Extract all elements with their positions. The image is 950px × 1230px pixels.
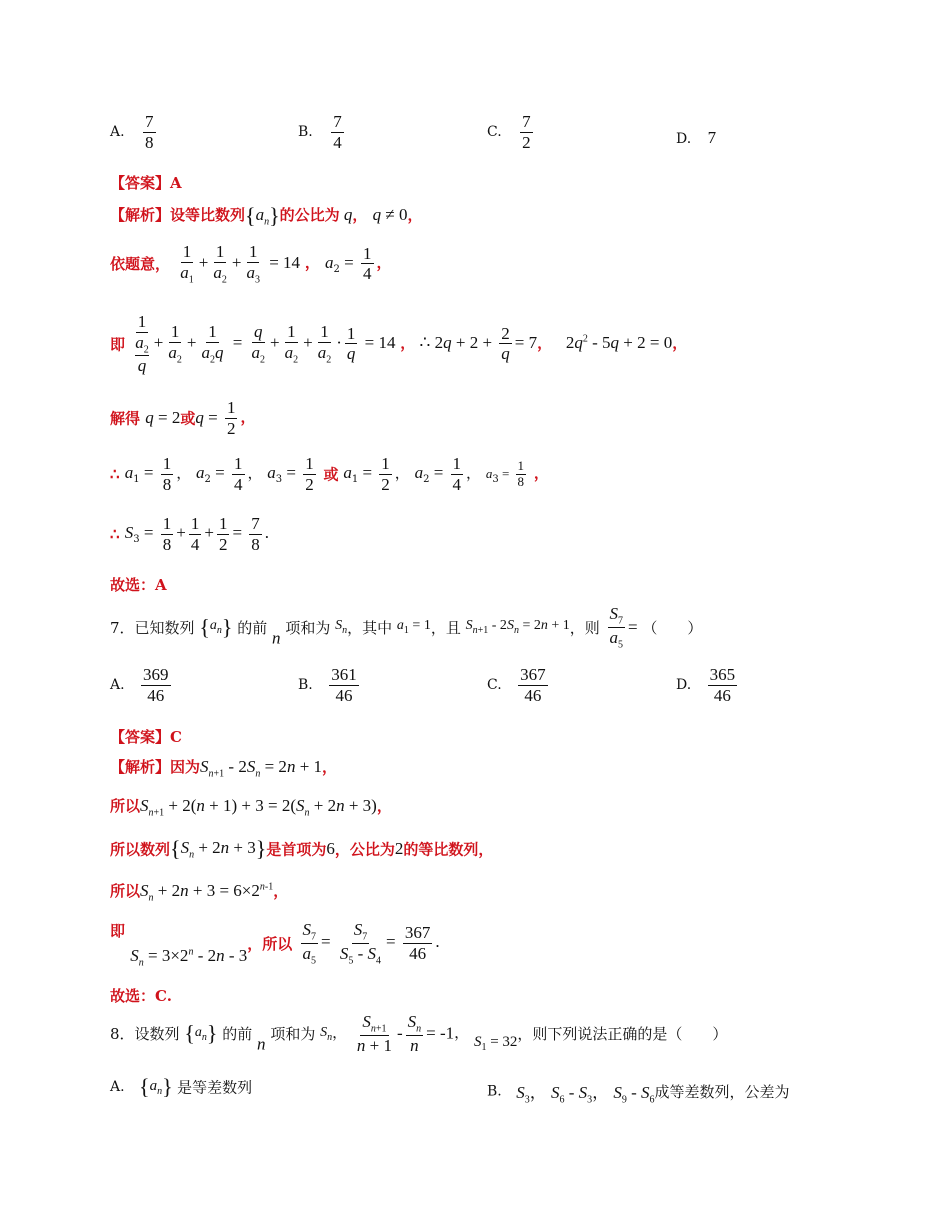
q6-option-b	[298, 112, 347, 152]
q7-analysis-line-3: 所以数列$\{S_n + 2n + 3\}$是首项为6，公比为2的等比数列，	[110, 836, 494, 861]
q7-analysis-line-2: 所以$S_{n+1} + 2(n + 1) + 3 = 2(S_n + 2n + 3)$，	[110, 796, 392, 819]
q8-option-a: A. $\{a_n\}$ 是等差数列	[110, 1074, 253, 1099]
fraction: $\frac{7}{2}$	[522, 112, 531, 152]
q7-answer: 【答案】C	[110, 728, 182, 746]
option-label: D.	[676, 131, 692, 147]
q6-analysis-line-1: 【解析】设等比数列$\{a_n\}$的公比为 q， q ≠ 0，	[110, 203, 423, 228]
q7-option-a: A. $\frac{369}{46}$	[110, 665, 169, 705]
q7-stem: 7．已知数列 $\{a_n\}$ 的前 n 项和为 $S_n$，其中 $a_1 = 1$，且 $S_{n+1} - 2S_n = 2n + 1$，则 $\frac{S_7}{a_5}$ = （ ）	[110, 604, 703, 651]
option-value: 7	[707, 128, 717, 147]
q6-option-d	[676, 128, 716, 148]
q6-analysis-line-3: 即 $\frac{1}{\frac{a_2}{q}}$ + $\frac{1}{a_2}$ + $\frac{1}{a_2q}$ = $\frac{q}{a_2}$ + $\frac{1}{a_2}$ + $\frac{1}{a_2}$ · $\frac{1}{q}$ = 14 ， ∴ 2q + 2 + $\frac{2}{q}$ = 7， $2q^2 - 5q + 2 = 0$，	[110, 312, 688, 376]
q7-analysis-line-5: 即 $S_n = 3\times 2^n - 2n - 3$，所以 $\frac{S_7}{a_5}$ = $\frac{S_7}{S_5 - S_4}$ = $\frac{367}{46}$ .	[110, 920, 440, 969]
q6-analysis-line-4: 解得 q = 2或q = $\frac{1}{2}$ ，	[110, 398, 256, 438]
q6-analysis-line-5: ∴ $a_1$ = $\frac{1}{8}$ ， $a_2$ = $\frac{1}{4}$ ， $a_3$ = $\frac{1}{2}$ 或 $a_1$ = $\frac{1}{2}$ ， $a_2$ = $\frac{1}{4}$ ， $a_3$ = $\frac{1}{8}$ ，	[110, 454, 549, 494]
q8-option-b: B. $S_3$， $S_6 - S_3$， $S_9 - S_6$成等差数列，公差为	[487, 1083, 790, 1106]
q7-analysis-line-4: 所以$S_n + 2n + 3 = 6\times 2^{n-1}$，	[110, 881, 289, 904]
q6-option-c	[487, 112, 536, 152]
q7-analysis-line-1: 【解析】因为$S_{n+1} - 2S_n = 2n + 1$，	[110, 757, 338, 780]
option-label: A.	[110, 124, 125, 141]
q6-answer: 【答案】A	[110, 174, 182, 192]
fraction: $\frac{7}{4}$	[333, 112, 342, 152]
q7-option-d: D. $\frac{365}{46}$	[676, 665, 736, 705]
q7-option-b: B. $\frac{361}{46}$	[298, 665, 357, 705]
q6-analysis-line-6: ∴ $S_3$ = $\frac{1}{8}$ + $\frac{1}{4}$ + $\frac{1}{2}$ = $\frac{7}{8}$ .	[110, 514, 270, 554]
q6-option-a	[110, 112, 159, 152]
q8-stem: 8．设数列 $\{a_n\}$ 的前 n 项和为 $S_n$， $\frac{S_{n+1}}{n + 1}$ - $\frac{S_n}{n}$ = -1， $S_1 = 32$，则下列说法正确的是（ ）	[110, 1012, 728, 1055]
q6-analysis-line-2: 依题意， $\frac{1}{a_1}$ + $\frac{1}{a_2}$ + $\frac{1}{a_3}$ = 14 ， $a_2$ = $\frac{1}{4}$ ，	[110, 242, 392, 285]
q6-conclusion: 故选：A	[110, 576, 167, 594]
option-label: B.	[298, 124, 313, 141]
q7-option-c: C. $\frac{367}{46}$	[487, 665, 546, 705]
option-label: C.	[487, 124, 502, 141]
q7-conclusion: 故选：C.	[110, 987, 172, 1005]
fraction: $\frac{7}{8}$	[145, 112, 154, 152]
